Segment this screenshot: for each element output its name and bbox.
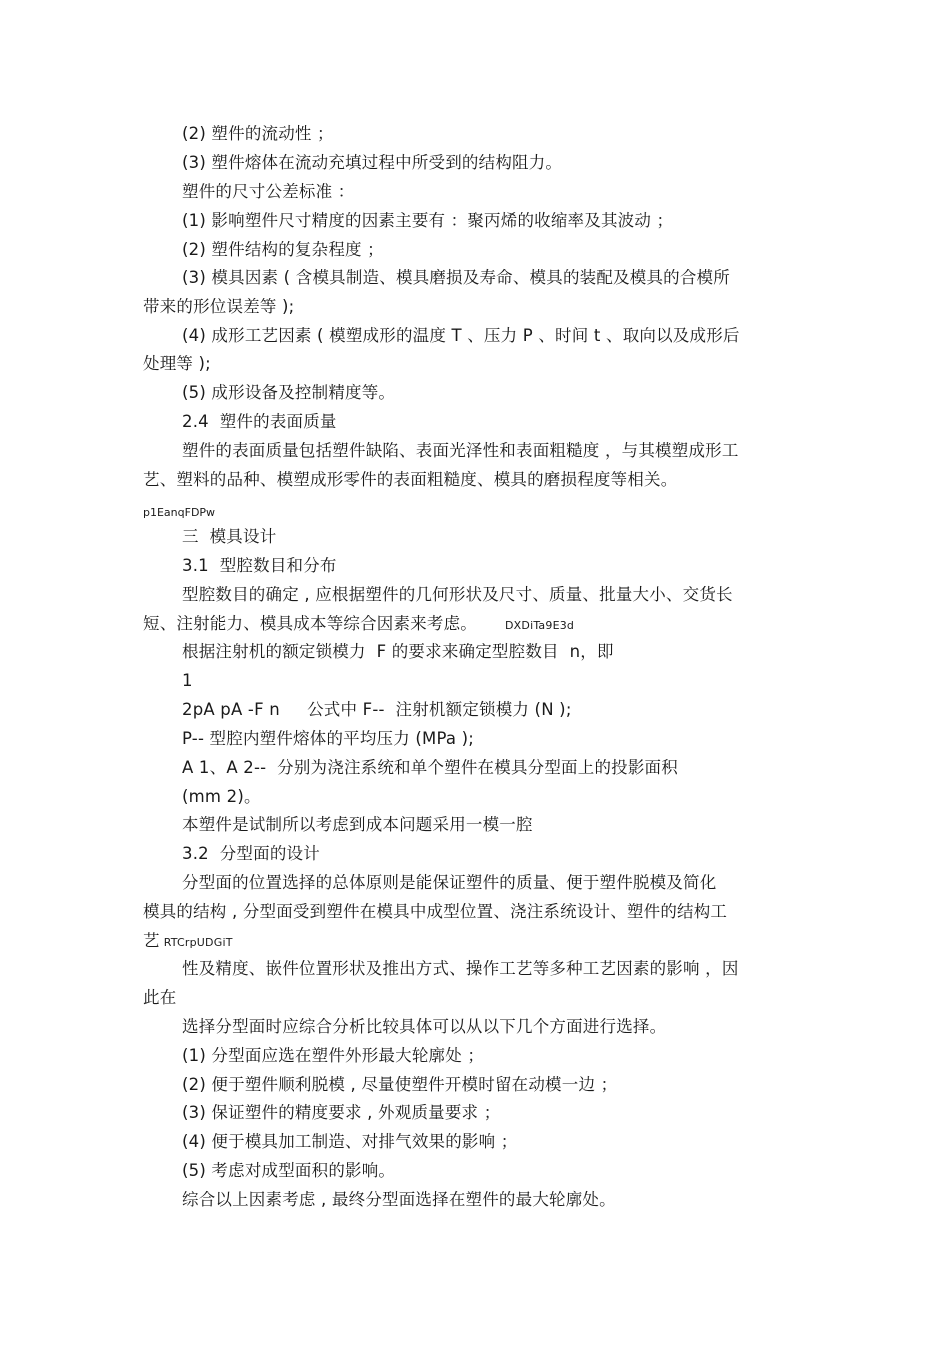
watermark-code: DXDiTa9E3d <box>505 619 575 632</box>
text-line <box>143 614 574 636</box>
text-line: (4) 成形工艺因素 ( 模塑成形的温度 T 、压力 P 、时间 t 、取向以及成形后 <box>182 326 740 345</box>
watermark-code: p1EanqFDPw <box>143 506 216 519</box>
text-line: 性及精度、嵌件位置形状及推出方式、操作工艺等多种工艺因素的影响 ，因 <box>182 959 739 978</box>
text-line: 本塑件是试制所以考虑到成本问题采用一模一腔 <box>182 815 533 834</box>
list-item: (2) 便于塑件顺利脱模 , 尽量使塑件开模时留在动模一边 ； <box>182 1075 618 1094</box>
text-line: (1) 影响塑件尺寸精度的因素主要有 ：聚丙烯的收缩率及其波动 ； <box>182 211 674 230</box>
formula-line: 2pA pA -F n 公式中 F-- 注射机额定锁模力 (N ); <box>182 700 572 719</box>
text-line: 根据注射机的额定锁模力 F 的要求来确定型腔数目 n，即 <box>182 642 614 661</box>
text-line: 处理等 ); <box>143 354 211 373</box>
text-line: 模具的结构 , 分型面受到塑件在模具中成型位置、浇注系统设计、塑件的结构工 <box>143 902 728 921</box>
text-line: 分型面的位置选择的总体原则是能保证塑件的质量、便于塑件脱模及简化 <box>182 873 717 892</box>
text-line: 艺、塑料的品种、模塑成形零件的表面粗糙度、模具的磨损程度等相关。 <box>143 470 678 489</box>
text-line: (5) 成形设备及控制精度等。 <box>182 383 396 402</box>
text-line: 综合以上因素考虑 , 最终分型面选择在塑件的最大轮廓处。 <box>182 1190 616 1209</box>
text-line: 选择分型面时应综合分析比较具体可以从以下几个方面进行选择。 <box>182 1017 667 1036</box>
section-heading: 3.1 型腔数目和分布 <box>182 556 337 575</box>
list-item: (5) 考虑对成型面积的影响。 <box>182 1161 396 1180</box>
text-line: (3) 模具因素 ( 含模具制造、模具磨损及寿命、模具的装配及模具的合模所 <box>182 268 730 287</box>
text-line: A 1、A 2-- 分别为浇注系统和单个塑件在模具分型面上的投影面积 <box>182 758 678 777</box>
text-line: 塑件的尺寸公差标准 ： <box>182 182 355 201</box>
list-item: (1) 分型面应选在塑件外形最大轮廓处 ； <box>182 1046 485 1065</box>
text-line: 此在 <box>143 988 177 1007</box>
list-item: (3) 保证塑件的精度要求 , 外观质量要求 ； <box>182 1103 501 1122</box>
text-line: (mm 2)。 <box>182 787 261 806</box>
watermark-code: RTCrpUDGiT <box>163 936 233 949</box>
text-span: 短、注射能力、模具成本等综合因素来考虑。 <box>143 614 477 633</box>
list-item: (4) 便于模具加工制造、对排气效果的影响 ； <box>182 1132 518 1151</box>
text-line: (2) 塑件结构的复杂程度 ； <box>182 240 384 259</box>
section-heading: 3.2 分型面的设计 <box>182 844 320 863</box>
chapter-heading: 三 模具设计 <box>182 527 277 546</box>
text-line: (3) 塑件熔体在流动充填过程中所受到的结构阻力。 <box>182 153 563 172</box>
text-line: 带来的形位误差等 ); <box>143 297 295 316</box>
formula-fragment: 1 <box>182 671 193 690</box>
text-line: 型腔数目的确定 , 应根据塑件的几何形状及尺寸、质量、批量大小、交货长 <box>182 585 733 604</box>
text-line: (2) 塑件的流动性 ； <box>182 124 334 143</box>
text-span: 艺 <box>143 931 160 950</box>
text-line: 塑件的表面质量包括塑件缺陷、表面光泽性和表面粗糙度 ，与其模塑成形工 <box>182 441 739 460</box>
section-heading: 2.4 塑件的表面质量 <box>182 412 337 431</box>
text-line: P-- 型腔内塑件熔体的平均压力 (MPa ); <box>182 729 475 748</box>
text-line <box>143 931 233 953</box>
